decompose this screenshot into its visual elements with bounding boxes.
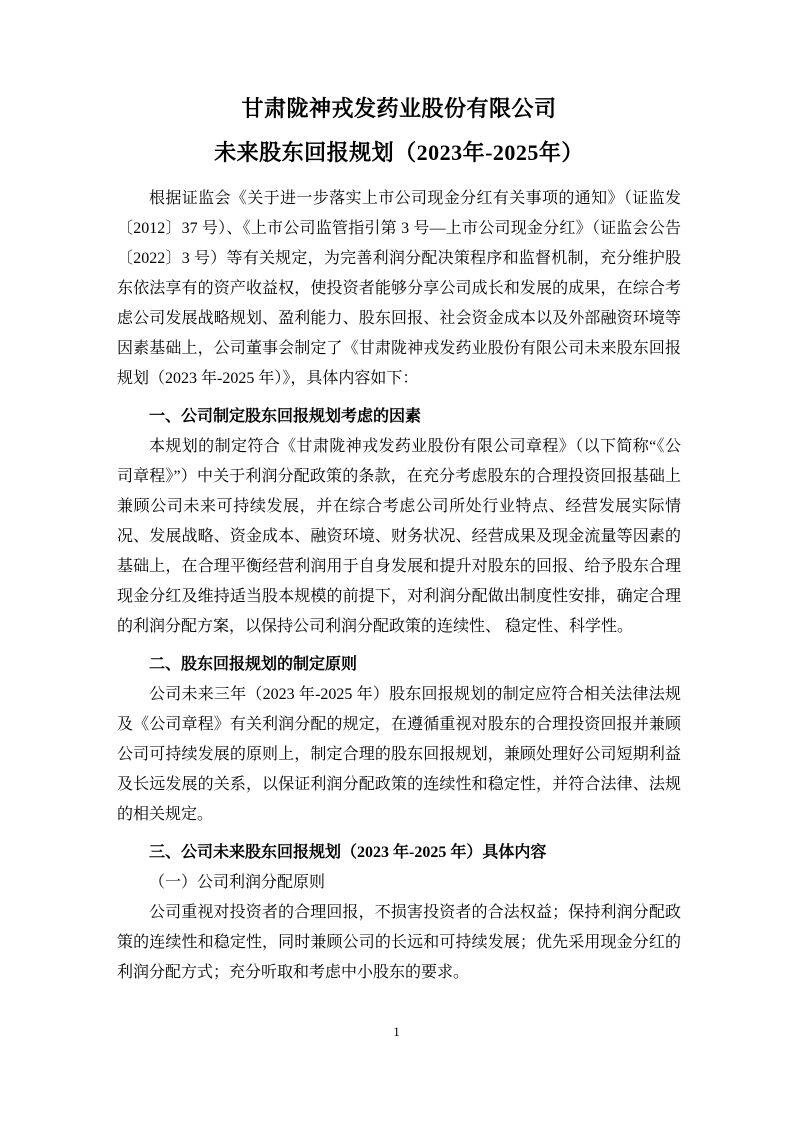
section-2-paragraph: 公司未来三年（2023 年-2025 年）股东回报规划的制定应符合相关法律法规及《公司章程》有关利润分配的规定，在遵循重视对股东的合理投资回报并兼顾公司可持续发展的原则上，制定合理的股东回报规划，兼顾处理好公司短期利益及长远发展的关系，以保证利润分配政策的连续性和稳定性，并符合法律、法规的相关规定。: [117, 686, 681, 823]
intro-paragraph: 根据证监会《关于进一步落实上市公司现金分红有关事项的通知》（证监发〔2012〕37 号）、《上市公司监管指引第 3 号—上市公司现金分红》（证监会公告〔2022〕3 号）等有关规定，为完善利润分配决策程序和监督机制，充分维护股东依法享有的资产收益权，使投资者能够分享公司成长和发展的成果，在综合考虑公司发展战略规划、盈利能力、股东回报、社会资金成本以及外部融资环境等因素基础上，公司董事会制定了《甘肃陇神戎发药业股份有限公司未来股东回报规划（2023 年-2025 年）》，具体内容如下：: [117, 190, 681, 387]
section-3-subheading: （一）公司利润分配原则: [149, 874, 326, 891]
section-2-heading: 二、股东回报规划的制定原则: [149, 656, 358, 673]
section-1-heading: 一、公司制定股东回报规划考虑的因素: [149, 408, 422, 425]
document-content: [117, 96, 681, 988]
page-number: 1: [393, 1024, 400, 1039]
section-1-paragraph: 本规划的制定符合《甘肃陇神戎发药业股份有限公司章程》（以下简称“《公司章程》”）中关于利润分配政策的条款，在充分考虑股东的合理投资回报基础上兼顾公司未来可持续发展，并在综合考虑公司所处行业特点、经营发展实际情况、发展战略、资金成本、融资环境、财务状况、经营成果及现金流量等因素的基础上，在合理平衡经营利润用于自身发展和提升对股东的回报、给予股东合理现金分红及维持适当股本规模的前提下，对利润分配做出制度性安排，确定合理的利润分配方案，以保持公司利润分配政策的连续性、 稳定性、科学性。: [117, 438, 681, 635]
document-subtitle: 未来股东回报规划（2023年-2025年）: [214, 140, 584, 165]
section-3-heading: 三、公司未来股东回报规划（2023 年-2025 年）具体内容: [149, 844, 547, 861]
document-title: 甘肃陇神戎发药业股份有限公司: [241, 96, 557, 121]
section-3-paragraph: 公司重视对投资者的合理回报，不损害投资者的合法权益；保持利润分配政策的连续性和稳定性，同时兼顾公司的长远和可持续发展；优先采用现金分红的利润分配方式；充分听取和考虑中小股东的要求。: [117, 904, 681, 981]
